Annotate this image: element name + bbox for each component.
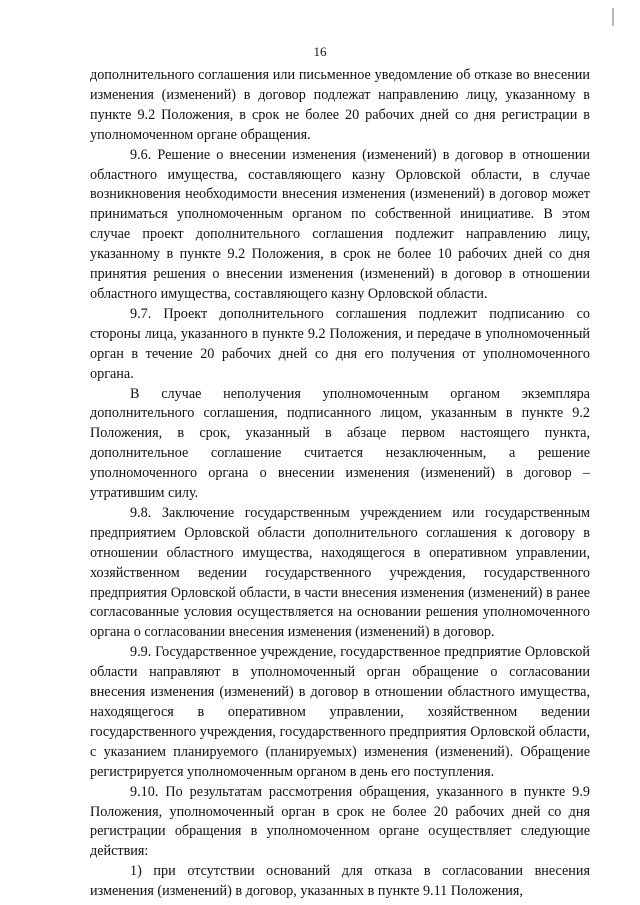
paragraph-9-10: 9.10. По результатам рассмотрения обращения, указанного в пункте 9.9 Положения, уполномоченный орган в срок не более 20 рабочих дней со дня регистрации обращения в уполномоченном органе осуществляет следующие действия: [90, 783, 590, 860]
paragraph-9-7-second: В случае неполучения уполномоченным органом экземпляра дополнительного соглашения, подписанного лицом, указанным в пункте 9.2 Положения, в срок, указанный в абзаце первом настоящего пункта, дополнительное соглашение считается незаключенным, а решение уполномоченного органа о внесении изменения (изменений) в договор – утратившим силу. [90, 385, 590, 502]
paragraph-9-8: 9.8. Заключение государственным учреждением или государственным предприятием Орловской области дополнительного соглашения к договору в отношении областного имущества, находящегося в оперативном управлении, хозяйственном ведении государственного учреждения, государственного предприятия Орловской области, в части внесения изменения (изменений) в ранее согласованные условия осуществляется на основании решения уполномоченного органа о согласовании внесения изменения (изменений) в договор. [90, 504, 590, 641]
document-body [90, 66, 590, 902]
paragraph-continuation: дополнительного соглашения или письменное уведомление об отказе во внесении изменения (изменений) в договор подлежат направлению лицу, указанному в пункте 9.2 Положения, в срок не более 20 рабочих дней со дня регистрации в уполномоченном органе обращения. [90, 67, 590, 143]
page-number: 16 [313, 44, 327, 59]
scan-edge-mark [612, 8, 614, 26]
paragraph-9-9: 9.9. Государственное учреждение, государственное предприятие Орловской области направляют в уполномоченный орган обращение о согласовании внесения изменения (изменений) в договор в отношении областного имущества, находящегося в оперативном управлении, хозяйственном ведении государственного учреждения, государственного предприятия Орловской области, с указанием планируемого (планируемых) изменения (изменений). Обращение регистрируется уполномоченным органом в день его поступления. [90, 644, 590, 780]
paragraph-9-10-item-1: 1) при отсутствии оснований для отказа в согласовании внесения изменения (изменений) в договор, указанных в пункте 9.11 Положения, [90, 863, 590, 900]
paragraph-9-7: 9.7. Проект дополнительного соглашения подлежит подписанию со стороны лица, указанного в пункте 9.2 Положения, и передаче в уполномоченный орган в течение 20 рабочих дней со дня его получения от уполномоченного органа. [90, 305, 590, 382]
paragraph-9-6: 9.6. Решение о внесении изменения (изменений) в договор в отношении областного имущества, составляющего казну Орловской области, в случае возникновения необходимости внесения изменения (изменений) в договор может приниматься уполномоченным органом по собственной инициативе. В этом случае проект дополнительного соглашения подлежит направлению лицу, указанному в пункте 9.2 Положения, в срок не более 10 рабочих дней со дня принятия решения о внесении изменения (изменений) в договор в отношении областного имущества, составляющего казну Орловской области. [90, 146, 590, 302]
